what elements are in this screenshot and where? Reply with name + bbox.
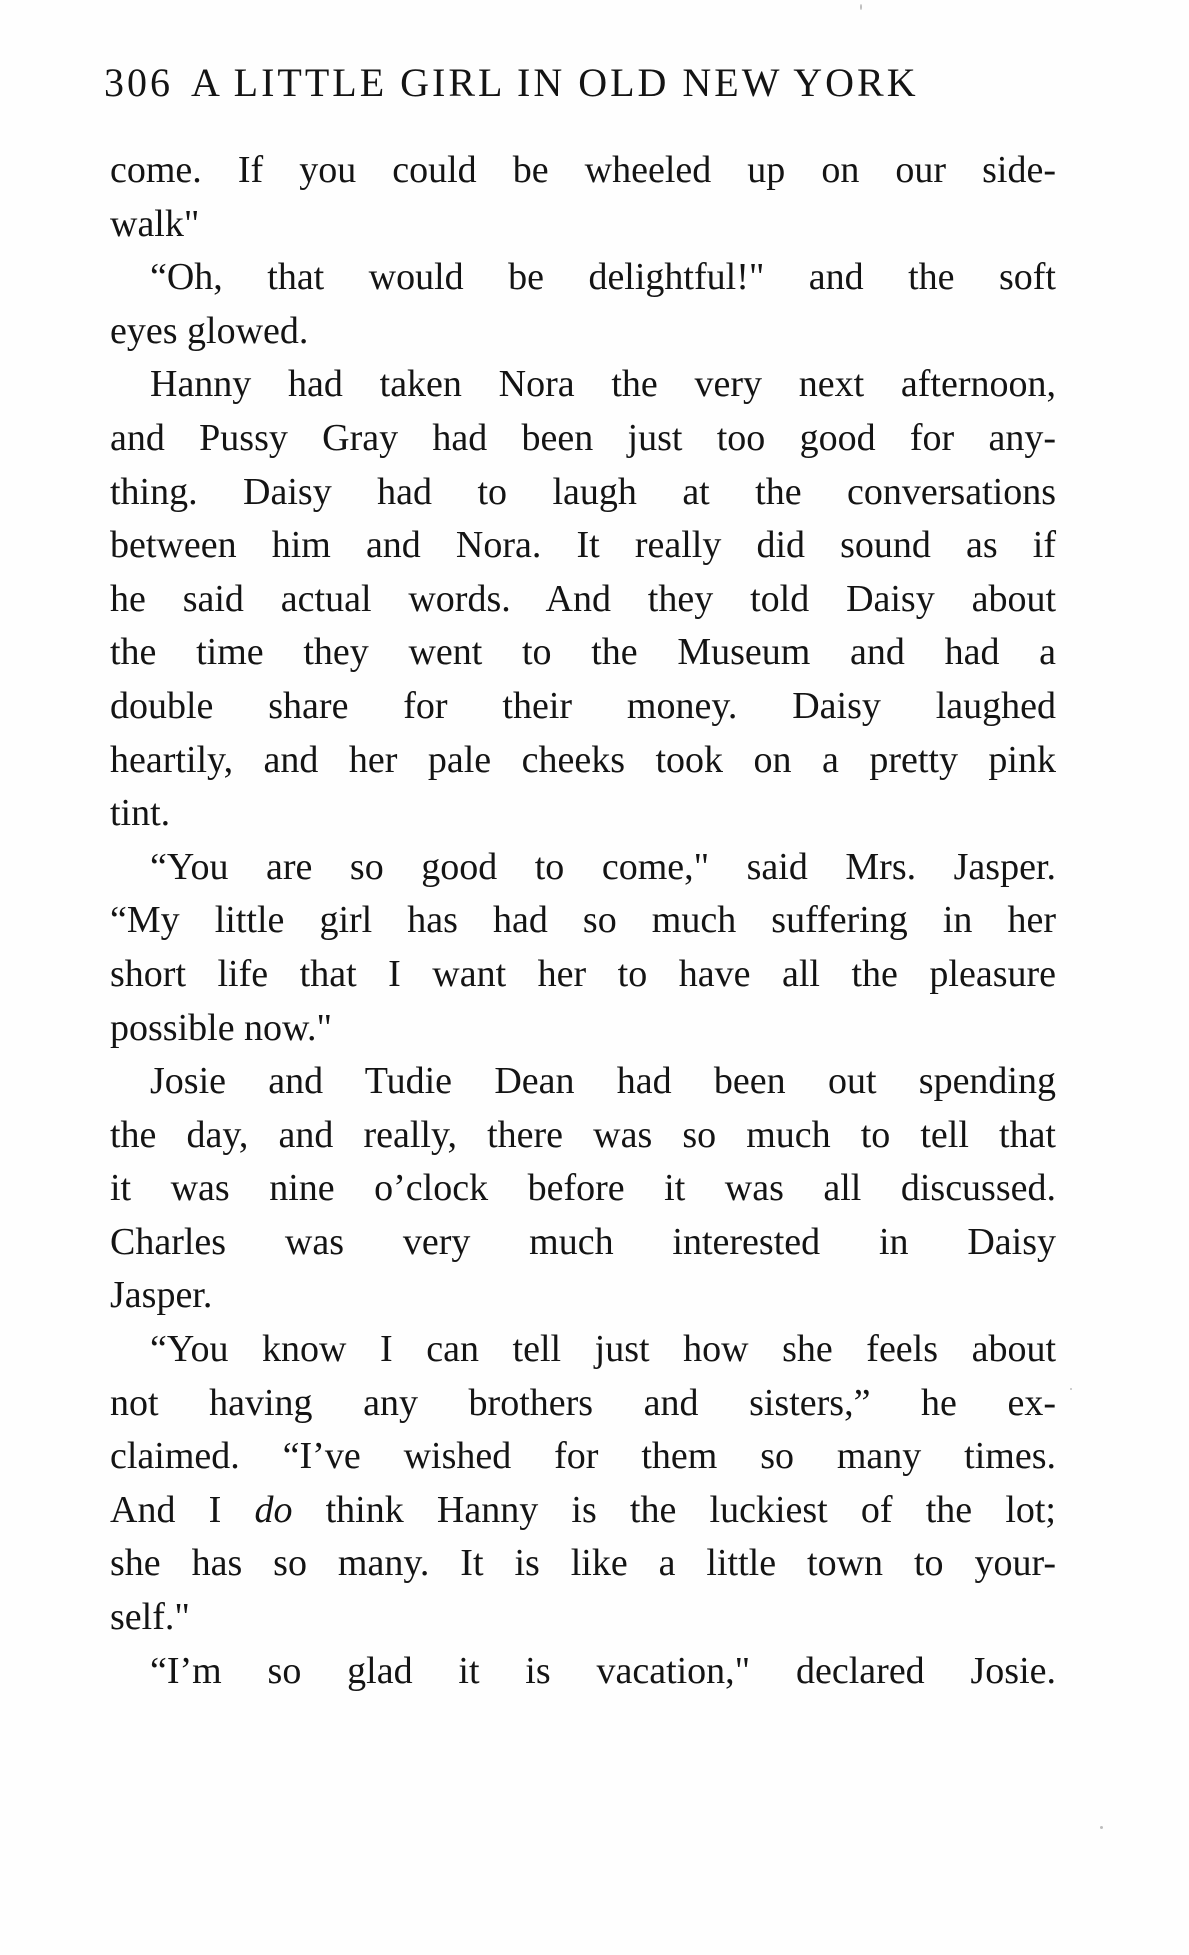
text-line: Josie and Tudie Dean had been out spending	[150, 1060, 1056, 1103]
scan-speck	[860, 4, 862, 10]
text-line: Hanny had taken Nora the very next afternoon,	[150, 363, 1056, 406]
text-line: between him and Nora. It really did sound as if	[110, 524, 1056, 567]
text-line: short life that I want her to have all the pleasure	[110, 952, 1056, 995]
scan-speck	[1100, 1826, 1103, 1829]
scan-speck	[1070, 1388, 1072, 1390]
text-line: it was nine o’clock before it was all discussed.	[110, 1167, 1056, 1210]
text-line: possible now."	[110, 1006, 333, 1049]
text-line: “My little girl has had so much suffering in her	[110, 899, 1056, 942]
running-title: A LITTLE GIRL IN OLD NEW YORK	[191, 60, 919, 105]
text-line: double share for their money. Daisy laughed	[110, 684, 1056, 727]
page-number: 306	[104, 60, 173, 105]
text-line	[110, 1484, 1056, 1538]
body-text	[110, 144, 1056, 1698]
text-line: thing. Daisy had to laugh at the conversations	[110, 470, 1056, 513]
running-head	[104, 58, 1064, 108]
text-line: “You are so good to come," said Mrs. Jasper.	[150, 845, 1056, 888]
text-line: Jasper.	[110, 1274, 213, 1317]
text-line: “I’m so glad it is vacation," declared Josie.	[150, 1649, 1056, 1692]
text-line: not having any brothers and sisters,” he ex-	[110, 1381, 1056, 1424]
text-line: eyes glowed.	[110, 309, 309, 352]
text-line: she has so many. It is like a little town to your-	[110, 1542, 1056, 1585]
text-segment: think Hanny is the luckiest of the lot;	[292, 1488, 1056, 1531]
text-line: “Oh, that would be delightful!" and the soft	[150, 256, 1056, 299]
emphasis-word: do	[254, 1488, 293, 1531]
text-line: claimed. “I’ve wished for them so many times.	[110, 1435, 1056, 1478]
text-line: tint.	[110, 792, 171, 835]
text-line: come. If you could be wheeled up on our side-	[110, 149, 1056, 191]
text-line: Charles was very much interested in Daisy	[110, 1220, 1056, 1263]
text-line: and Pussy Gray had been just too good for any-	[110, 416, 1056, 459]
text-line: the day, and really, there was so much to tell that	[110, 1113, 1056, 1156]
text-line: walk"	[110, 202, 200, 245]
text-line: “You know I can tell just how she feels about	[150, 1328, 1056, 1371]
text-line: self."	[110, 1596, 190, 1639]
text-line: heartily, and her pale cheeks took on a pretty pink	[110, 738, 1056, 781]
text-segment: And I	[110, 1488, 255, 1531]
text-line: the time they went to the Museum and had a	[110, 631, 1056, 674]
text-line: he said actual words. And they told Daisy about	[110, 577, 1056, 620]
